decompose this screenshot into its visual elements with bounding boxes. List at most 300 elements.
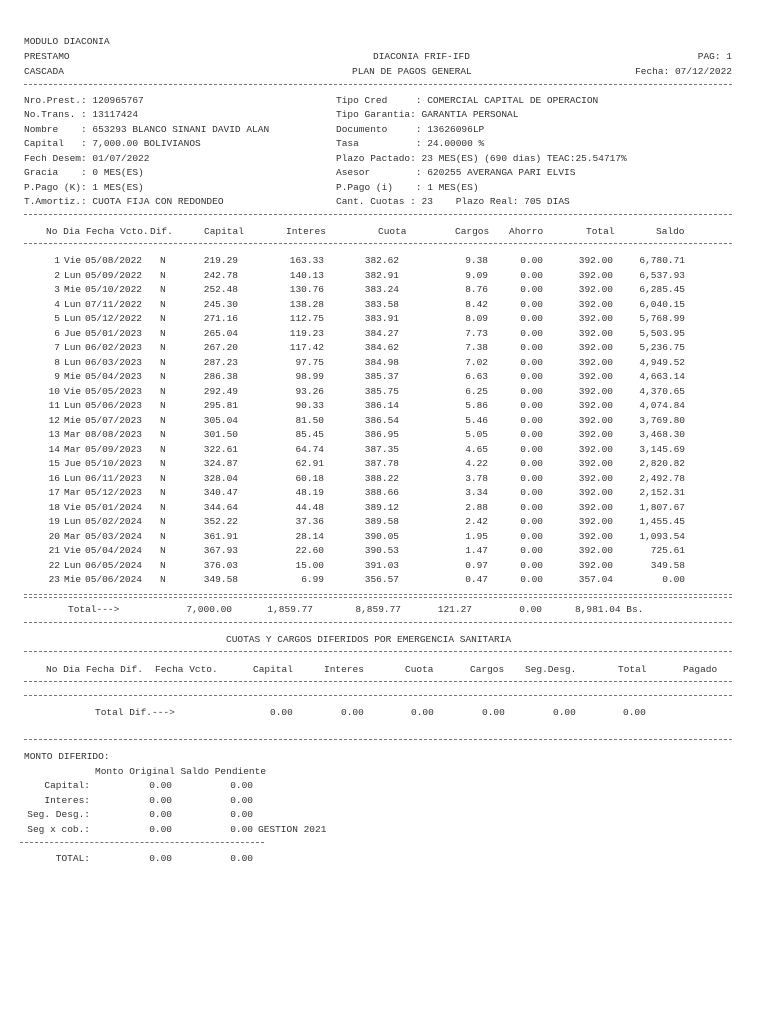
cell-cargos: 1.47 [465, 545, 488, 556]
cell-interes: 44.48 [295, 501, 324, 513]
cell-dia: Lun [64, 516, 82, 527]
cell-no: 21 [48, 545, 60, 556]
cell-no: 7 [54, 342, 60, 353]
cell-fecha: 05/08/2022 [85, 255, 143, 266]
cell-interes: 22.60 [295, 545, 324, 556]
cell-dia: Lun [64, 559, 82, 571]
cell-capital: 324.87 [203, 458, 238, 469]
cell-capital: 352.22 [203, 516, 238, 527]
col-capital: Capital [204, 226, 244, 237]
monto-row-label: Seg x cob.: [27, 823, 90, 835]
divider [24, 695, 732, 696]
cell-dif: N [160, 574, 166, 585]
cell-dia: Mie [64, 414, 82, 426]
cell-cuota: 385.75 [364, 385, 399, 397]
cell-cargos: 6.63 [465, 371, 488, 382]
table-row [0, 545, 768, 560]
cell-capital: 344.64 [203, 501, 238, 513]
total-ahorro: 0.00 [519, 604, 542, 615]
cell-cuota: 382.91 [364, 269, 399, 281]
table-row [0, 357, 768, 372]
cell-no: 2 [54, 269, 60, 281]
cell-cuota: 384.98 [364, 356, 399, 368]
cell-saldo: 1,093.54 [639, 530, 685, 542]
table-row [0, 473, 768, 488]
transaction-number: No.Trans. : 13117424 [24, 109, 139, 120]
monto-row-pendiente: 0.00 [230, 809, 253, 820]
dcol-no-dia-fecha: No Dia Fecha Dif. [46, 664, 143, 675]
deferred-total-total: 0.00 [623, 707, 646, 718]
cell-total: 357.04 [578, 574, 613, 585]
cell-capital: 305.04 [203, 414, 238, 426]
cell-fecha: 06/03/2023 [85, 356, 143, 368]
cell-total: 392.00 [578, 414, 613, 426]
loan-number: Nro.Prest.: 120965767 [24, 95, 144, 106]
cell-capital: 349.58 [203, 574, 238, 585]
cell-saldo: 4,074.84 [639, 400, 685, 411]
cell-cargos: 7.02 [465, 356, 488, 368]
cell-ahorro: 0.00 [520, 298, 543, 310]
cell-fecha: 06/05/2024 [85, 559, 143, 571]
cell-total: 392.00 [578, 501, 613, 513]
cell-capital: 252.48 [203, 284, 238, 295]
cell-cargos: 1.95 [465, 530, 488, 542]
cell-interes: 6.99 [301, 574, 324, 585]
cell-cuota: 390.05 [364, 530, 399, 542]
monto-row-label: Capital: [44, 780, 90, 791]
table-row [0, 502, 768, 517]
report-date: Fecha: 07/12/2022 [635, 66, 732, 77]
cell-interes: 93.26 [295, 385, 324, 397]
cell-fecha: 05/12/2023 [85, 487, 143, 498]
cell-ahorro: 0.00 [520, 429, 543, 440]
cell-fecha: 07/11/2022 [85, 298, 143, 310]
divider [24, 84, 732, 85]
cell-saldo: 5,503.95 [639, 327, 685, 339]
monto-row-label: Interes: [44, 794, 90, 806]
cell-fecha: 08/08/2023 [85, 429, 143, 440]
cell-cargos: 5.46 [465, 414, 488, 426]
cell-interes: 140.13 [289, 269, 324, 281]
cell-saldo: 2,152.31 [639, 487, 685, 498]
cell-total: 392.00 [578, 342, 613, 353]
cell-total: 392.00 [578, 530, 613, 542]
cell-dif: N [160, 269, 166, 281]
cell-cuota: 384.27 [364, 327, 399, 339]
cell-total: 392.00 [578, 472, 613, 484]
cell-ahorro: 0.00 [520, 530, 543, 542]
monto-diferido-title: MONTO DIFERIDO: [24, 751, 110, 762]
deferred-title: CUOTAS Y CARGOS DIFERIDOS POR EMERGENCIA SANITARIA [226, 634, 512, 645]
divider [24, 597, 732, 598]
total-interes: 1,859.77 [267, 604, 313, 615]
cell-saldo: 2,820.82 [639, 458, 685, 469]
table-row [0, 299, 768, 314]
table-row [0, 342, 768, 357]
cell-cuota: 383.24 [364, 284, 399, 295]
cell-cuota: 389.12 [364, 501, 399, 513]
total-amount: 8,981.04 Bs. [575, 604, 644, 615]
cell-saldo: 4,370.65 [639, 385, 685, 397]
cell-interes: 81.50 [295, 414, 324, 426]
cell-cuota: 383.58 [364, 298, 399, 310]
cell-saldo: 3,769.80 [639, 414, 685, 426]
cell-dif: N [160, 472, 166, 484]
monto-row-pendiente: 0.00 [230, 794, 253, 806]
cell-ahorro: 0.00 [520, 327, 543, 339]
cell-total: 392.00 [578, 400, 613, 411]
cell-total: 392.00 [578, 443, 613, 455]
cell-dia: Mar [64, 443, 82, 455]
dcol-cargos: Cargos [470, 664, 505, 675]
divider [24, 622, 732, 623]
table-row [0, 444, 768, 459]
cell-dif: N [160, 458, 166, 469]
cell-cargos: 4.65 [465, 443, 488, 455]
cell-total: 392.00 [578, 284, 613, 295]
total-cargos: 121.27 [437, 604, 472, 615]
amortization-type: T.Amortiz.: CUOTA FIJA CON REDONDEO [24, 196, 224, 207]
cell-cuota: 390.53 [364, 545, 399, 556]
cell-fecha: 05/09/2023 [85, 443, 143, 455]
cell-no: 20 [48, 530, 60, 542]
cell-no: 12 [48, 414, 60, 426]
table-row [0, 458, 768, 473]
cell-cuota: 386.14 [364, 400, 399, 411]
cell-capital: 245.30 [203, 298, 238, 310]
cell-ahorro: 0.00 [520, 356, 543, 368]
divider [24, 681, 732, 682]
cell-total: 392.00 [578, 356, 613, 368]
cell-dif: N [160, 400, 166, 411]
cell-capital: 219.29 [203, 255, 238, 266]
cell-dia: Mar [64, 487, 82, 498]
cell-cargos: 2.88 [465, 501, 488, 513]
table-row [0, 270, 768, 285]
cell-cuota: 382.62 [364, 255, 399, 266]
cell-interes: 62.91 [295, 458, 324, 469]
cell-interes: 163.33 [289, 255, 324, 266]
cell-interes: 130.76 [289, 284, 324, 295]
cell-total: 392.00 [578, 487, 613, 498]
cell-dia: Mie [64, 574, 82, 585]
loan-capital: Capital : 7,000.00 BOLIVIANOS [24, 138, 201, 149]
cell-cargos: 0.47 [465, 574, 488, 585]
cell-saldo: 1,807.67 [639, 501, 685, 513]
installment-count: Cant. Cuotas : 23 Plazo Real: 705 DIAS [336, 196, 570, 207]
deferred-total-cargos: 0.00 [482, 707, 505, 718]
cell-fecha: 05/06/2024 [85, 574, 143, 585]
cell-saldo: 1,455.45 [639, 516, 685, 527]
cell-dif: N [160, 414, 166, 426]
cell-cargos: 9.38 [465, 255, 488, 266]
cell-cargos: 3.34 [465, 487, 488, 498]
cell-ahorro: 0.00 [520, 559, 543, 571]
cell-capital: 376.03 [203, 559, 238, 571]
cell-cargos: 5.86 [465, 400, 488, 411]
divider [20, 842, 264, 843]
deferred-total-interes: 0.00 [341, 707, 364, 718]
table-row [0, 255, 768, 270]
cell-saldo: 4,949.52 [639, 356, 685, 368]
payment-period-i: P.Pago (i) : 1 MES(ES) [336, 182, 479, 193]
cell-dif: N [160, 342, 166, 353]
cell-dia: Vie [64, 501, 82, 513]
cell-dia: Vie [64, 255, 82, 266]
credit-type: Tipo Cred : COMERCIAL CAPITAL DE OPERACION [336, 95, 599, 106]
dcol-interes: Interes [324, 664, 364, 675]
monto-total-label: TOTAL: [55, 853, 90, 864]
monto-row-original: 0.00 [149, 780, 172, 791]
cell-saldo: 3,145.69 [639, 443, 685, 455]
col-interes: Interes [286, 226, 326, 237]
cell-interes: 64.74 [295, 443, 324, 455]
cell-cuota: 356.57 [364, 574, 399, 585]
cell-no: 6 [54, 327, 60, 339]
monto-row-pendiente: 0.00 [230, 823, 253, 835]
cell-cargos: 9.09 [465, 269, 488, 281]
cell-dia: Mie [64, 371, 82, 382]
cell-cuota: 386.95 [364, 429, 399, 440]
cell-fecha: 05/02/2024 [85, 516, 143, 527]
dcol-pagado: Pagado [683, 664, 718, 675]
cell-fecha: 05/07/2023 [85, 414, 143, 426]
client-name: Nombre : 653293 BLANCO SINANI DAVID ALAN [24, 124, 270, 135]
cell-interes: 90.33 [295, 400, 324, 411]
cell-dia: Lun [64, 298, 82, 310]
cell-fecha: 05/06/2023 [85, 400, 143, 411]
payment-period-k: P.Pago (K): 1 MES(ES) [24, 182, 144, 193]
table-row [0, 574, 768, 589]
col-total: Total [586, 226, 615, 237]
cell-dif: N [160, 501, 166, 513]
monto-total-original: 0.00 [149, 853, 172, 864]
cell-dif: N [160, 255, 166, 266]
monto-row-original: 0.00 [149, 823, 172, 835]
cell-interes: 48.19 [295, 487, 324, 498]
cell-dia: Lun [64, 400, 82, 411]
disbursement-date: Fech Desem: 01/07/2022 [24, 153, 150, 164]
cell-capital: 295.81 [203, 400, 238, 411]
cell-ahorro: 0.00 [520, 472, 543, 484]
cell-no: 17 [48, 487, 60, 498]
cell-total: 392.00 [578, 327, 613, 339]
cell-ahorro: 0.00 [520, 414, 543, 426]
cell-ahorro: 0.00 [520, 342, 543, 353]
cell-total: 392.00 [578, 429, 613, 440]
cell-no: 22 [48, 559, 60, 571]
cell-capital: 361.91 [203, 530, 238, 542]
cell-cargos: 8.76 [465, 284, 488, 295]
cell-dif: N [160, 559, 166, 571]
cell-saldo: 6,537.93 [639, 269, 685, 281]
table-row [0, 560, 768, 575]
cell-dif: N [160, 429, 166, 440]
module-label: MODULO DIACONIA [24, 36, 110, 47]
dcol-total: Total [618, 664, 647, 675]
cell-capital: 292.49 [203, 385, 238, 397]
cell-total: 392.00 [578, 371, 613, 382]
cell-fecha: 06/02/2023 [85, 342, 143, 353]
cell-no: 18 [48, 501, 60, 513]
cell-interes: 97.75 [295, 356, 324, 368]
cell-dia: Mar [64, 530, 82, 542]
cell-dia: Jue [64, 458, 82, 469]
cell-cargos: 6.25 [465, 385, 488, 397]
cell-dia: Lun [64, 356, 82, 368]
cell-ahorro: 0.00 [520, 458, 543, 469]
totals-label: Total---> [68, 604, 120, 615]
guarantee-type: Tipo Garantia: GARANTIA PERSONAL [336, 109, 519, 120]
cell-no: 1 [54, 255, 60, 266]
cell-dia: Vie [64, 385, 82, 397]
cell-cuota: 385.37 [364, 371, 399, 382]
cell-saldo: 5,768.99 [639, 313, 685, 324]
cell-saldo: 6,285.45 [639, 284, 685, 295]
interest-rate: Tasa : 24.00000 % [336, 138, 485, 149]
table-row [0, 284, 768, 299]
cell-saldo: 2,492.78 [639, 472, 685, 484]
cell-total: 392.00 [578, 255, 613, 266]
total-capital: 7,000.00 [186, 604, 232, 615]
deferred-total-capital: 0.00 [270, 707, 293, 718]
cell-dif: N [160, 298, 166, 310]
cell-dia: Mie [64, 284, 82, 295]
cell-no: 19 [48, 516, 60, 527]
cell-ahorro: 0.00 [520, 574, 543, 585]
cell-fecha: 06/11/2023 [85, 472, 143, 484]
cell-fecha: 05/01/2023 [85, 327, 143, 339]
col-cuota: Cuota [378, 226, 407, 237]
cell-fecha: 05/04/2023 [85, 371, 143, 382]
cell-interes: 15.00 [295, 559, 324, 571]
cell-interes: 98.99 [295, 371, 324, 382]
cell-total: 392.00 [578, 458, 613, 469]
cell-capital: 267.20 [203, 342, 238, 353]
cell-interes: 37.36 [295, 516, 324, 527]
cell-saldo: 725.61 [650, 545, 685, 556]
dcol-seg-desg: Seg.Desg. [525, 664, 577, 675]
cell-ahorro: 0.00 [520, 516, 543, 527]
col-ahorro: Ahorro [509, 226, 544, 237]
cell-ahorro: 0.00 [520, 501, 543, 513]
monto-row-label: Seg. Desg.: [27, 809, 90, 820]
cell-ahorro: 0.00 [520, 545, 543, 556]
cell-capital: 322.61 [203, 443, 238, 455]
cell-cuota: 384.62 [364, 342, 399, 353]
divider [24, 651, 732, 652]
table-row [0, 328, 768, 343]
cell-fecha: 05/04/2024 [85, 545, 143, 556]
cell-dia: Lun [64, 472, 82, 484]
cell-cuota: 387.78 [364, 458, 399, 469]
advisor: Asesor : 620255 AVERANGA PARI ELVIS [336, 167, 576, 178]
cell-cargos: 0.97 [465, 559, 488, 571]
cell-cuota: 388.22 [364, 472, 399, 484]
cell-ahorro: 0.00 [520, 371, 543, 382]
cell-dia: Lun [64, 269, 82, 281]
table-row [0, 400, 768, 415]
divider [24, 739, 732, 740]
page-number: PAG: 1 [697, 51, 732, 62]
table-row [0, 487, 768, 502]
cell-dif: N [160, 371, 166, 382]
cell-cargos: 5.05 [465, 429, 488, 440]
cell-fecha: 05/09/2022 [85, 269, 143, 281]
cell-ahorro: 0.00 [520, 400, 543, 411]
cell-capital: 328.04 [203, 472, 238, 484]
cell-dif: N [160, 313, 166, 324]
cell-saldo: 4,663.14 [639, 371, 685, 382]
cell-cuota: 387.35 [364, 443, 399, 455]
cell-capital: 340.47 [203, 487, 238, 498]
cell-capital: 271.16 [203, 313, 238, 324]
cell-saldo: 5,236.75 [639, 342, 685, 353]
cell-no: 13 [48, 429, 60, 440]
document-id: Documento : 13626096LP [336, 124, 485, 135]
cascada-label: CASCADA [24, 66, 64, 77]
col-cargos: Cargos [455, 226, 490, 237]
deferred-totals-label: Total Dif.---> [95, 707, 175, 718]
cell-capital: 265.04 [203, 327, 238, 339]
cell-no: 3 [54, 284, 60, 295]
cell-no: 5 [54, 313, 60, 324]
cell-dif: N [160, 385, 166, 397]
monto-row-original: 0.00 [149, 809, 172, 820]
cell-interes: 112.75 [289, 313, 324, 324]
cell-ahorro: 0.00 [520, 269, 543, 281]
deferred-total-cuota: 0.00 [411, 707, 434, 718]
cell-ahorro: 0.00 [520, 385, 543, 397]
dcol-capital: Capital [253, 664, 293, 675]
cell-ahorro: 0.00 [520, 313, 543, 324]
cell-capital: 287.23 [203, 356, 238, 368]
cell-cargos: 8.42 [465, 298, 488, 310]
cell-ahorro: 0.00 [520, 487, 543, 498]
cell-dif: N [160, 516, 166, 527]
table-row [0, 429, 768, 444]
agreed-term: Plazo Pactado: 23 MES(ES) (690 dias) TEAC:25.54717% [336, 153, 627, 164]
cell-dif: N [160, 356, 166, 368]
report-title: PLAN DE PAGOS GENERAL [352, 66, 472, 77]
cell-cargos: 8.09 [465, 313, 488, 324]
cell-total: 392.00 [578, 545, 613, 556]
cell-no: 14 [48, 443, 60, 455]
cell-cuota: 388.66 [364, 487, 399, 498]
cell-cuota: 386.54 [364, 414, 399, 426]
col-dif: Dif. [150, 226, 173, 237]
cell-ahorro: 0.00 [520, 284, 543, 295]
col-no-dia-fecha: No Dia Fecha Vcto. [46, 226, 149, 237]
divider [24, 243, 732, 244]
cell-total: 392.00 [578, 298, 613, 310]
cell-dif: N [160, 487, 166, 498]
cell-dif: N [160, 443, 166, 455]
total-cuota: 8,859.77 [355, 604, 401, 615]
table-row [0, 415, 768, 430]
cell-dif: N [160, 284, 166, 295]
cell-capital: 286.38 [203, 371, 238, 382]
cell-no: 10 [48, 385, 60, 397]
divider [24, 594, 732, 595]
cell-total: 392.00 [578, 269, 613, 281]
cell-cuota: 391.03 [364, 559, 399, 571]
cell-cargos: 3.78 [465, 472, 488, 484]
cell-no: 8 [54, 356, 60, 368]
cell-saldo: 6,040.15 [639, 298, 685, 310]
cell-no: 23 [48, 574, 60, 585]
cell-no: 16 [48, 472, 60, 484]
